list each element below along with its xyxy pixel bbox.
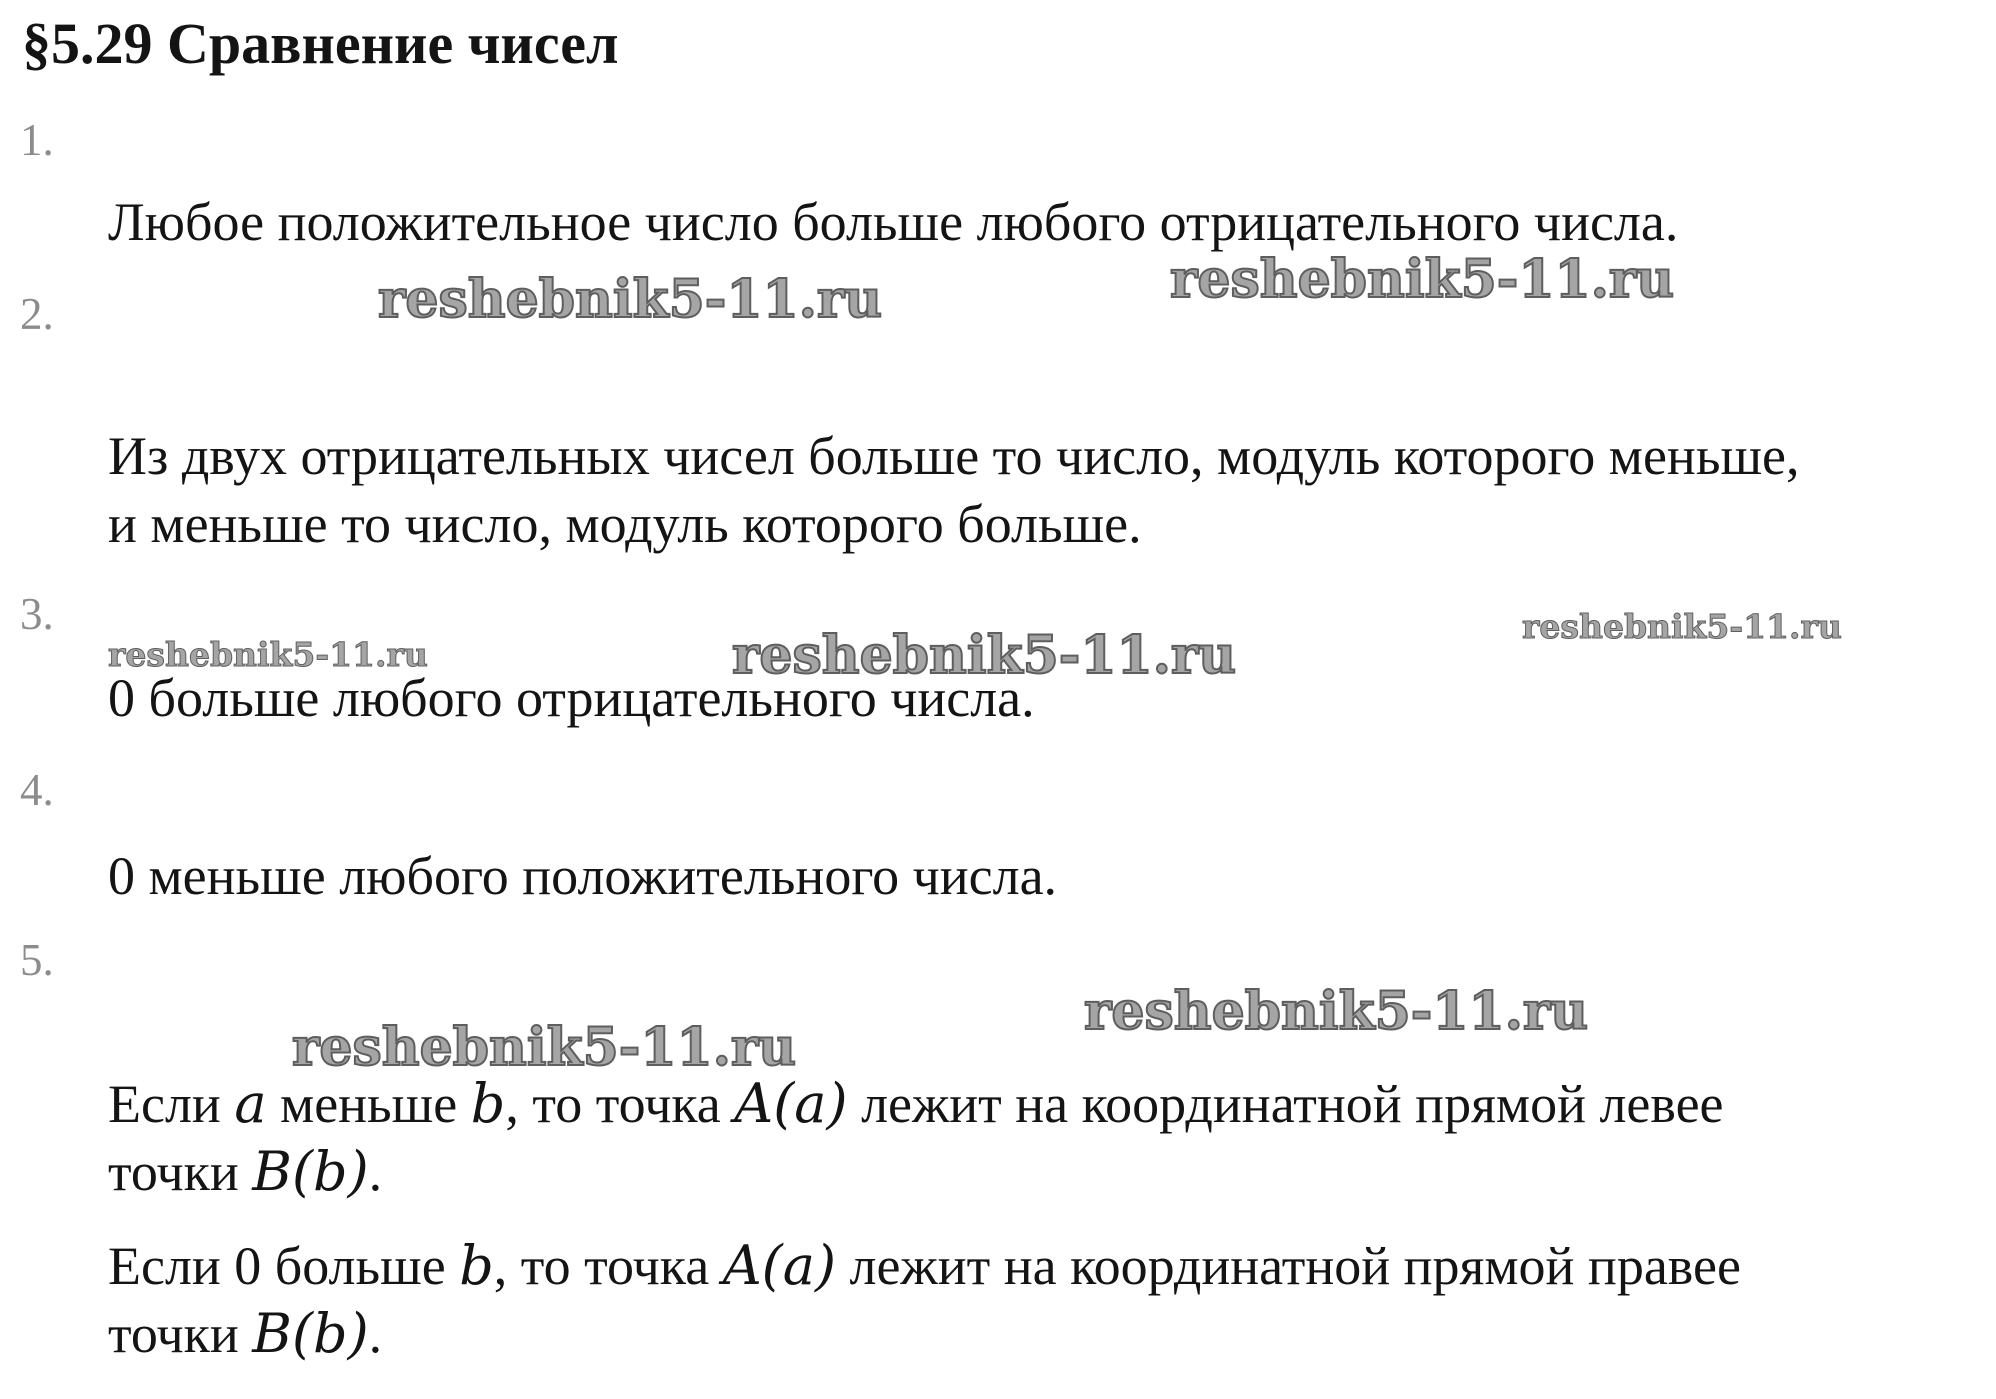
- math-var-b: b: [459, 1234, 494, 1297]
- page-title: §5.29 Сравнение чисел: [22, 11, 619, 76]
- item-number-3: 3.: [20, 589, 54, 639]
- item-4-line-1: 0 меньше любого положительного числа.: [108, 846, 1058, 906]
- item-number-5: 5.: [20, 935, 54, 985]
- item-3-line-1: 0 больше любого отрицательного числа.: [108, 668, 1035, 728]
- item-5a-line-2: точки B(b).: [108, 1140, 383, 1203]
- item-text-3: [108, 664, 1035, 732]
- watermark: reshebnik5-11.ru: [1170, 249, 1675, 310]
- math-point-a: A(a): [722, 1234, 837, 1297]
- watermark: reshebnik5-11.ru: [1522, 607, 1842, 646]
- math-var-b: b: [470, 1072, 506, 1135]
- item-text-2: [108, 422, 1800, 558]
- item-5a-line-1: Если a меньше b, то точка A(a) лежит на координатной прямой левее: [108, 1072, 1724, 1135]
- item-text-1: [108, 188, 1678, 256]
- item-5b-line-1: Если 0 больше b, то точка A(a) лежит на координатной прямой правее: [108, 1234, 1741, 1297]
- item-number-1: 1.: [20, 115, 54, 165]
- math-var-a: a: [234, 1072, 267, 1135]
- item-number-4: 4.: [20, 765, 54, 815]
- math-point-b: B(b): [252, 1140, 369, 1203]
- watermark: reshebnik5-11.ru: [108, 635, 428, 674]
- item-2-line-1: Из двух отрицательных чисел больше то число, модуль которого меньше,: [108, 426, 1800, 486]
- item-1-line-1: Любое положительное число больше любого отрицательного числа.: [108, 192, 1679, 252]
- item-text-5a: [108, 1070, 1724, 1206]
- item-text-5b: [108, 1232, 1741, 1368]
- math-point-a: A(a): [734, 1072, 848, 1135]
- watermark: reshebnik5-11.ru: [378, 269, 883, 330]
- watermark: reshebnik5-11.ru: [732, 625, 1237, 686]
- math-point-b: B(b): [252, 1302, 369, 1365]
- watermark: reshebnik5-11.ru: [292, 1017, 797, 1078]
- item-number-2: 2.: [20, 289, 54, 339]
- watermark: reshebnik5-11.ru: [1084, 981, 1589, 1042]
- item-5b-line-2: точки B(b).: [108, 1302, 383, 1365]
- item-text-4: [108, 842, 1057, 910]
- item-2-line-2: и меньше то число, модуль которого больше.: [108, 494, 1142, 554]
